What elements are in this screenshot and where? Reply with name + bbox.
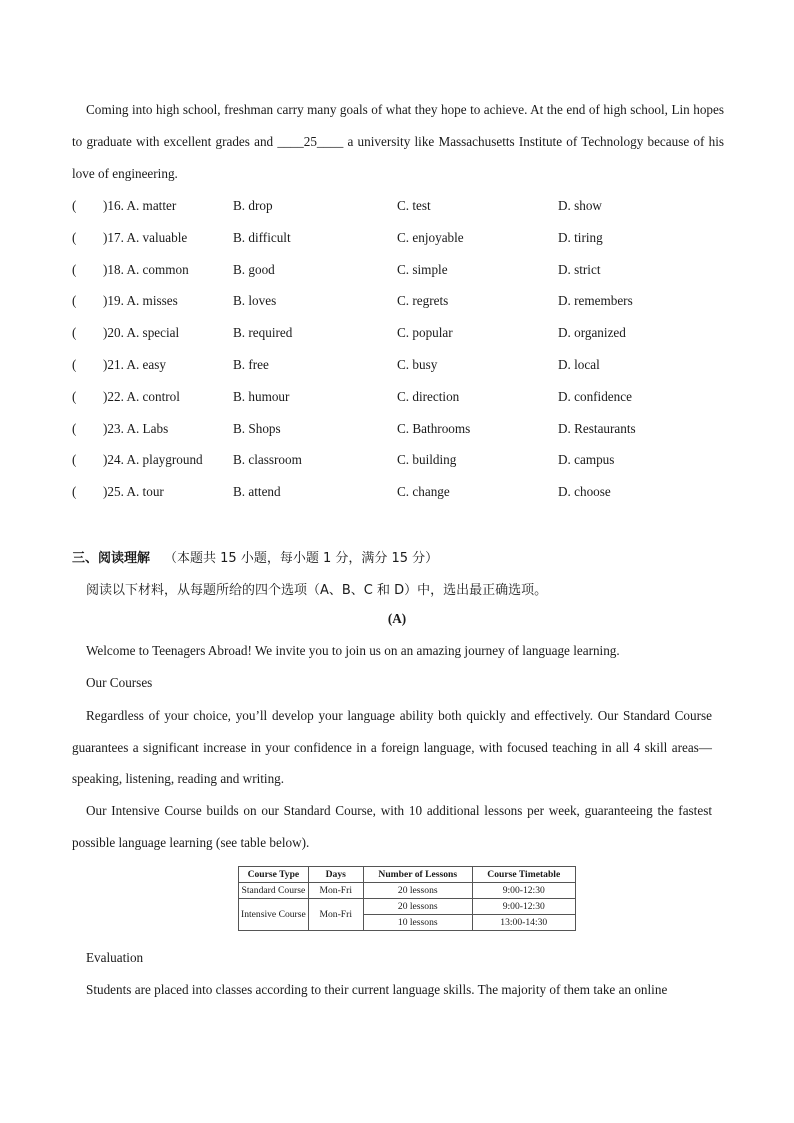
option-c: C. simple [397, 261, 448, 277]
table-header: Course Type [239, 867, 309, 883]
option-c: C. regrets [397, 293, 449, 309]
section-title: 三、阅读理解 [72, 551, 151, 566]
table-header-row [239, 867, 576, 883]
option-a: )21. A. easy [103, 357, 166, 372]
question-row [72, 452, 724, 472]
table-cell: 10 lessons [363, 915, 472, 931]
evaluation-heading: Evaluation [86, 950, 144, 965]
courses-heading: Our Courses [86, 675, 153, 690]
answer-paren: ( [72, 357, 77, 372]
passage-text-after: a university like Massachusetts Institute of Technology because of his love of engineering. [72, 134, 724, 181]
answer-paren: ( [72, 484, 77, 500]
answer-paren: ( [72, 452, 77, 468]
question-row [72, 357, 724, 377]
question-row [72, 230, 724, 250]
option-d: D. remembers [558, 293, 633, 309]
option-a: )19. A. misses [103, 293, 178, 309]
option-a: )24. A. playground [103, 452, 203, 468]
table-cell: Standard Course [239, 883, 309, 899]
table-cell: 20 lessons [363, 883, 472, 899]
reading-welcome: Welcome to Teenagers Abroad! We invite you to join us on an amazing journey of language learning. [86, 643, 620, 658]
option-a: )17. A. valuable [103, 229, 188, 245]
table-row [239, 883, 576, 899]
section-heading [72, 547, 438, 566]
option-d: D. show [558, 198, 602, 213]
answer-paren: ( [72, 229, 77, 245]
question-row [72, 293, 724, 313]
table-header: Days [308, 867, 363, 883]
option-c: C. popular [397, 325, 453, 341]
option-c: C. Bathrooms [397, 420, 471, 436]
table-cell: 9:00-12:30 [472, 899, 575, 915]
option-a: )16. A. matter [103, 198, 177, 213]
option-c: C. test [397, 198, 431, 213]
question-row [72, 421, 724, 441]
option-b: B. classroom [233, 452, 302, 468]
passage-text-before: Coming into high school, freshman carry many goals of what they hope to achieve. At the end of high school, Lin hopes to graduate with excellent grades and [72, 102, 724, 149]
table-header: Number of Lessons [363, 867, 472, 883]
option-a: )20. A. special [103, 325, 180, 341]
reading-paragraph-3: Students are placed into classes according to their current language skills. The majority of them take an online [86, 982, 668, 997]
option-d: D. choose [558, 484, 611, 500]
answer-paren: ( [72, 420, 77, 436]
table-cell: 9:00-12:30 [472, 883, 575, 899]
answer-paren: ( [72, 261, 77, 277]
option-a: )23. A. Labs [103, 420, 169, 436]
option-d: D. Restaurants [558, 420, 636, 436]
option-b: B. good [233, 261, 275, 277]
answer-paren: ( [72, 388, 77, 404]
option-b: B. difficult [233, 229, 291, 245]
option-c: C. direction [397, 388, 460, 404]
table-cell: 13:00-14:30 [472, 915, 575, 931]
answer-paren: ( [72, 198, 77, 213]
option-b: B. Shops [233, 420, 281, 436]
option-d: D. tiring [558, 229, 603, 245]
option-a: )18. A. common [103, 261, 189, 277]
table-cell: Intensive Course [239, 899, 309, 931]
table-cell: 20 lessons [363, 899, 472, 915]
table-cell: Mon-Fri [308, 899, 363, 931]
question-row [72, 262, 724, 282]
blank-25: ____25____ [277, 134, 344, 149]
option-b: B. drop [233, 198, 273, 213]
answer-paren: ( [72, 293, 77, 309]
course-table [238, 866, 576, 931]
question-row [72, 325, 724, 345]
table-row [239, 899, 576, 915]
question-row [72, 484, 724, 504]
table-header: Course Timetable [472, 867, 575, 883]
option-b: B. loves [233, 293, 277, 309]
table-cell: Mon-Fri [308, 883, 363, 899]
option-b: B. required [233, 325, 293, 341]
cloze-passage [72, 94, 724, 190]
option-b: B. free [233, 357, 269, 372]
option-d: D. campus [558, 452, 615, 468]
section-note: （本题共 15 小题，每小题 1 分，满分 15 分） [164, 551, 439, 566]
passage-label: (A) [387, 611, 407, 626]
option-c: C. enjoyable [397, 229, 464, 245]
reading-paragraph-2: Our Intensive Course builds on our Standard Course, with 10 additional lessons per week, guaranteeing the fastest possible language learning (see table below). [72, 803, 712, 850]
question-row [72, 198, 724, 218]
section-instruction: 阅读以下材料，从每题所给的四个选项（A、B、C 和 D）中，选出最正确选项。 [86, 583, 548, 598]
option-d: D. organized [558, 325, 626, 341]
option-c: C. building [397, 452, 457, 468]
option-a: )25. A. tour [103, 484, 164, 500]
option-d: D. strict [558, 261, 601, 277]
question-row [72, 389, 724, 409]
option-c: C. busy [397, 357, 438, 372]
option-b: B. humour [233, 388, 290, 404]
option-d: D. confidence [558, 388, 632, 404]
answer-paren: ( [72, 325, 77, 341]
option-c: C. change [397, 484, 450, 500]
option-b: B. attend [233, 484, 281, 500]
reading-paragraph-1: Regardless of your choice, you’ll develop your language ability both quickly and effectively. Our Standard Course guarantees a significant increase in your confidence in a foreign language, with focused teaching in all 4 skill areas—speaking, listening, reading and writing. [72, 708, 712, 786]
option-d: D. local [558, 357, 600, 372]
option-a: )22. A. control [103, 388, 180, 404]
